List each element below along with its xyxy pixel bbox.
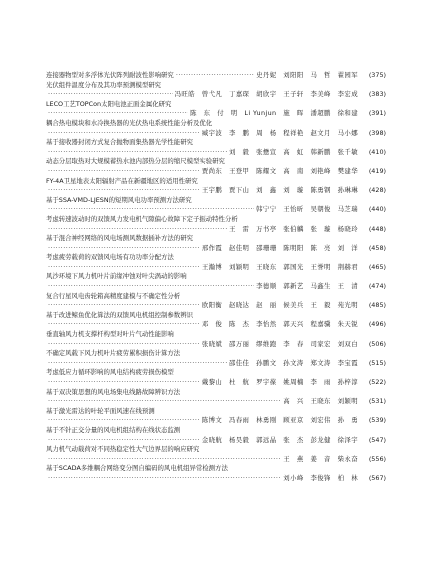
dot-leader <box>48 148 227 158</box>
page-number: (506) <box>368 339 386 348</box>
toc-entry <box>46 464 386 483</box>
toc-line <box>46 90 386 100</box>
toc-line <box>46 109 386 119</box>
article-title: 基于SSA-VMD-LJESN的短期风电功率预测方法研究 <box>46 195 192 204</box>
page-number: (448) <box>368 224 386 233</box>
article-title: 风力机气动载荷对不同热稳定性大气边界层的响应研究 <box>46 445 200 454</box>
toc-entry <box>46 119 386 138</box>
toc-entry <box>46 292 386 311</box>
toc-line <box>46 148 386 158</box>
toc-entry <box>46 234 386 253</box>
article-title: 耦合热电模块和水冷换热器的光伏热电系统性能分析及优化 <box>46 118 213 127</box>
page-number: (556) <box>368 454 386 463</box>
article-title: 基于激光雷达的叶轮平面风速在线预测 <box>46 406 155 415</box>
dot-leader <box>48 90 173 100</box>
toc-entry <box>46 330 386 349</box>
article-title: 考虑低应力循环影响的风电结构疲劳损伤模型 <box>46 368 174 377</box>
article-authors: 贾尚东 王登甲 陈耀文 高 南 刘艳峰 樊建华 <box>201 166 358 175</box>
toc-entry <box>46 100 386 119</box>
page-number: (440) <box>368 205 386 214</box>
article-authors: 王宇鹏 贾下山 刘 鑫 刘 璇 陈勇钢 孙琳琳 <box>201 186 358 195</box>
article-authors: 李德顺 郭新艺 马鑫生 王 清 <box>256 282 358 291</box>
dot-leader <box>48 225 227 235</box>
table-of-contents <box>46 71 386 484</box>
page-number: (485) <box>368 301 386 310</box>
dot-leader <box>48 397 281 407</box>
toc-line <box>46 186 386 196</box>
toc-line <box>46 397 386 407</box>
page-number: (428) <box>368 186 386 195</box>
article-authors: 臧宇波 李 鹏 周 杨 程祥艳 赵文月 马小娜 <box>201 128 358 137</box>
article-title: 动态分层取热对大规模蓄热水池内部热分层的缩尺模型实验研究 <box>46 157 225 166</box>
dot-leader <box>48 320 200 330</box>
article-authors: 冯旺皓 曾弋凡 丁嘉琛 胡欣宇 王子轩 李美峰 李宏成 <box>174 90 358 99</box>
article-title: 垂直轴风力机支撑杆构型对叶片气动性能影响 <box>46 330 174 339</box>
article-title: 基于双决策思想的风电场集电线路故障辨识方法 <box>46 387 181 396</box>
toc-line <box>46 340 386 350</box>
toc-entry <box>46 445 386 464</box>
page-number: (410) <box>368 147 386 156</box>
dot-leader <box>48 455 281 465</box>
dot-leader <box>48 282 254 292</box>
dot-leader <box>48 301 200 311</box>
toc-entry <box>46 196 386 215</box>
dot-leader <box>48 416 200 426</box>
article-authors: 刘小峰 李俊锋 柏 林 <box>283 473 358 482</box>
toc-line <box>46 167 386 177</box>
toc-line <box>46 416 386 426</box>
article-authors: 戴黎山 杜 航 罗宇葆 姚周楠 李 雨 孙梓淳 <box>201 378 358 386</box>
page-number: (496) <box>368 320 386 329</box>
toc-line <box>46 320 386 330</box>
dot-leader <box>48 167 200 177</box>
page-number: (383) <box>368 90 386 99</box>
toc-entry <box>46 368 386 387</box>
toc-line <box>46 71 386 81</box>
article-authors: 史丹妮 刘阳阳 马 哲 翟园军 <box>256 71 358 79</box>
page-number: (474) <box>368 282 386 291</box>
page-number: (547) <box>368 435 386 444</box>
article-title: 基于接收器封闭方式复合抛物面集热器光学性能研究 <box>46 138 193 147</box>
article-title: 基于SCADA多维耦合网络变分图自编码的风电机组异常检测方法 <box>46 464 228 473</box>
dot-leader <box>48 436 200 446</box>
article-title: 光伏组件温度分布及其功率预测模型研究 <box>46 80 162 89</box>
toc-line <box>46 436 386 446</box>
toc-line <box>46 474 386 484</box>
article-authors: 邢作霞 赵佳明 邵珊珊 陈明阳 陈 亮 刘 洋 <box>201 243 358 252</box>
article-authors: 王瀚博 刘颖明 王晓东 郭国光 王誉明 荆赫君 <box>201 262 358 271</box>
toc-entry <box>46 426 386 445</box>
dot-leader <box>48 474 281 484</box>
article-authors: 陈博文 冯春雨 林勇刚 顾亚京 刘宏伟 孙 勇 <box>201 416 358 425</box>
toc-entry <box>46 157 386 176</box>
page-number: (522) <box>368 378 386 386</box>
toc-entry <box>46 253 386 272</box>
toc-entry <box>46 407 386 426</box>
toc-line <box>46 225 386 235</box>
page-number: (465) <box>368 262 386 271</box>
article-title: 风沙环境下风力机叶片前缘冲蚀对叶尖涡动的影响 <box>46 272 187 281</box>
toc-entry <box>46 81 386 100</box>
article-authors: 刘 毅 张懋宣 高 虹 韩新鹏 张千敏 <box>228 147 358 156</box>
toc-entry <box>46 349 386 368</box>
page-number: (398) <box>368 128 386 137</box>
toc-line <box>46 378 386 388</box>
page-number: (419) <box>368 166 386 175</box>
dot-leader <box>48 244 200 254</box>
article-authors: 金晓航 杨昊毅 郭远晶 张 杰 彭龙健 徐泽宇 <box>201 435 358 444</box>
article-title: 基于改进鲸鱼优化算法的双馈风电机组控制参数辨识 <box>46 310 193 319</box>
toc-entry <box>46 177 386 196</box>
toc-line <box>46 244 386 254</box>
article-title: 考虑疲劳载荷的双馈风电场有功功率分配方法 <box>46 253 174 262</box>
article-authors: 张晓斌 邵万丽 缪维跑 李 春 司家宏 刘双白 <box>201 339 358 348</box>
article-authors: 高 兴 王晓东 刘颖明 <box>283 397 358 406</box>
toc-entry <box>46 138 386 157</box>
article-authors: 王 雷 万书亭 张伯麟 张 璇 杨晓玲 <box>228 224 358 233</box>
article-authors: 邵佳佳 孙鹏文 孙文涛 郑文涛 李宝霞 <box>228 358 358 367</box>
article-authors: 韩宁宁 王怡昕 吴朝俊 马芝瑞 <box>256 205 358 214</box>
toc-entry <box>46 311 386 330</box>
page-number: (458) <box>368 243 386 252</box>
page-number: (375) <box>368 71 386 79</box>
dot-leader <box>48 359 227 369</box>
article-title: FY-4A卫星地表太阳辐射产品在新疆地区的适用性研究 <box>46 176 198 185</box>
dot-leader <box>48 378 200 388</box>
article-authors: 欧阳衡 赵晓达 赵 丽 候美兵 王 毅 苑光明 <box>201 301 358 310</box>
dot-leader <box>48 340 200 350</box>
article-title: 考虑转速波动时的双馈风力发电机气隙偏心故障下定子振动特性分析 <box>46 214 238 223</box>
toc-line <box>46 455 386 465</box>
article-authors: 邓 俊 陈 杰 李怡然 郭天兴 程嘉骥 朱天锐 <box>201 320 358 329</box>
toc-line <box>46 129 386 139</box>
dot-leader <box>48 129 200 139</box>
dot-leader <box>48 109 188 119</box>
toc-line <box>46 282 386 292</box>
page-number: (515) <box>368 358 386 367</box>
dot-leader <box>48 205 254 215</box>
article-title: 连接器物型对多浮体光伏阵列耐波性影响研究 <box>46 71 174 79</box>
toc-entry <box>46 71 386 81</box>
toc-line <box>46 301 386 311</box>
toc-entry <box>46 388 386 407</box>
toc-entry <box>46 272 386 291</box>
toc-entry <box>46 215 386 234</box>
toc-line <box>46 359 386 369</box>
article-authors: 王 燕 姜 音 柴永奋 <box>283 454 358 463</box>
article-title: 基于混合神经网络的风电场测风数据插补方法的研究 <box>46 234 193 243</box>
page-number: (567) <box>368 473 386 482</box>
article-authors: 陈 东 付 明 Li Yunjun 施 晖 潘超鹏 徐和建 <box>190 109 358 118</box>
toc-line <box>46 205 386 215</box>
toc-line <box>46 263 386 273</box>
article-title: 不确定风载下风力机叶片疲劳累积损伤计算方法 <box>46 349 181 358</box>
page-number: (391) <box>368 109 386 118</box>
dot-leader <box>48 263 200 273</box>
dot-leader <box>48 186 200 196</box>
page-number: (531) <box>368 397 386 406</box>
article-title: 复合行星风电齿轮箱高精度建模与不确定性分析 <box>46 291 181 300</box>
article-title: 基于不针正交分量的风电机组结构在线状态监测 <box>46 425 181 434</box>
article-title: LECO工艺TOPCon太阳电池正面金属化研究 <box>46 99 172 108</box>
page-number: (539) <box>368 416 386 425</box>
dot-leader <box>176 71 254 81</box>
